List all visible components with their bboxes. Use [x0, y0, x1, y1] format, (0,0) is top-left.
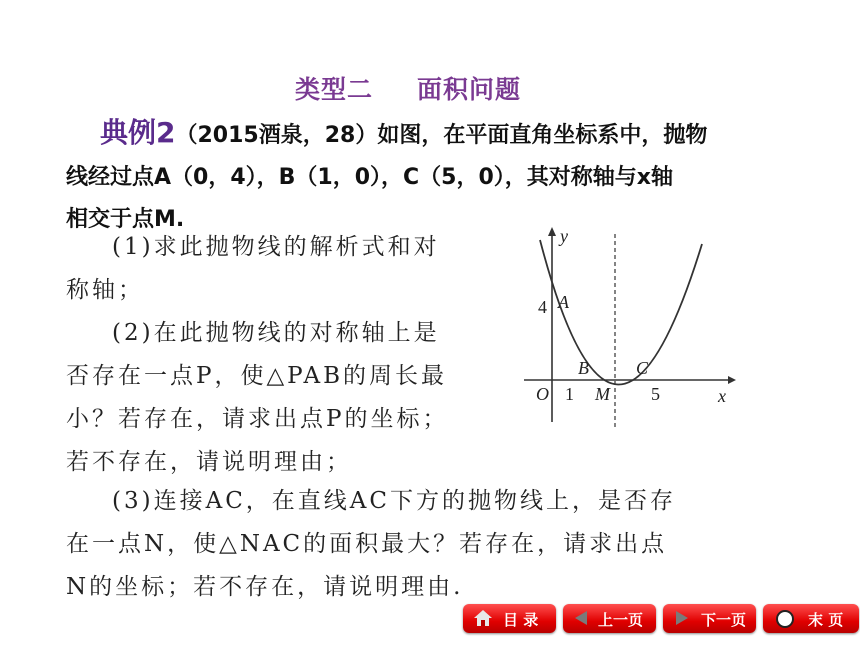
next-label: 下一页 [701, 611, 747, 629]
last-page-button[interactable] [763, 604, 859, 633]
last-label: 末 页 [808, 611, 844, 629]
y-arrow [548, 227, 556, 236]
point-c-label: C [636, 358, 649, 378]
intro-line-3: 相交于点M. [66, 207, 185, 232]
prev-arrow-icon [571, 608, 591, 628]
intro-line-2: 线经过点A（0，4），B（1，0），C（5，0），其对称轴与x轴 [66, 165, 673, 190]
question-3: (3)连接AC，在直线AC下方的抛物线上，是否存 在一点N，使△NAC的面积最大？若存在，请求出点 N的坐标；若不存在，请说明理由. [66, 488, 676, 600]
example-label: 典例2 [100, 116, 176, 149]
origin-label: O [536, 384, 549, 404]
intro-line-1: （2015酒泉，28）如图，在平面直角坐标系中，抛物 [175, 123, 708, 148]
section-title [0, 70, 816, 106]
prev-label: 上一页 [598, 611, 644, 629]
question-2: (2)在此抛物线的对称轴上是 否存在一点P，使△PAB的周长最 小？若存在，请求出点P的坐标； 若不存在，请说明理由； [66, 320, 449, 475]
x-axis-label: x [718, 386, 726, 406]
home-icon [472, 608, 494, 628]
next-page-button[interactable] [663, 604, 756, 633]
x-arrow [728, 376, 736, 384]
tick-1: 1 [565, 384, 574, 404]
parabola-graph [518, 222, 743, 432]
y-axis-label: y [560, 226, 568, 246]
next-arrow-icon [672, 608, 692, 628]
section-type: 类型二 [294, 75, 373, 104]
question-1: (1)求此抛物线的解析式和对 称轴； [66, 234, 440, 303]
point-a-label: A [558, 292, 569, 312]
tick-4: 4 [538, 297, 547, 317]
circle-icon [774, 608, 796, 630]
home-label: 目 录 [503, 611, 539, 629]
point-m-label: M [595, 384, 610, 404]
tick-5: 5 [651, 384, 660, 404]
section-topic: 面积问题 [417, 75, 522, 104]
parabola-curve [540, 240, 702, 385]
prev-page-button[interactable] [563, 604, 656, 633]
home-button[interactable] [463, 604, 556, 633]
navigation-bar [463, 604, 859, 633]
point-b-label: B [578, 358, 589, 378]
